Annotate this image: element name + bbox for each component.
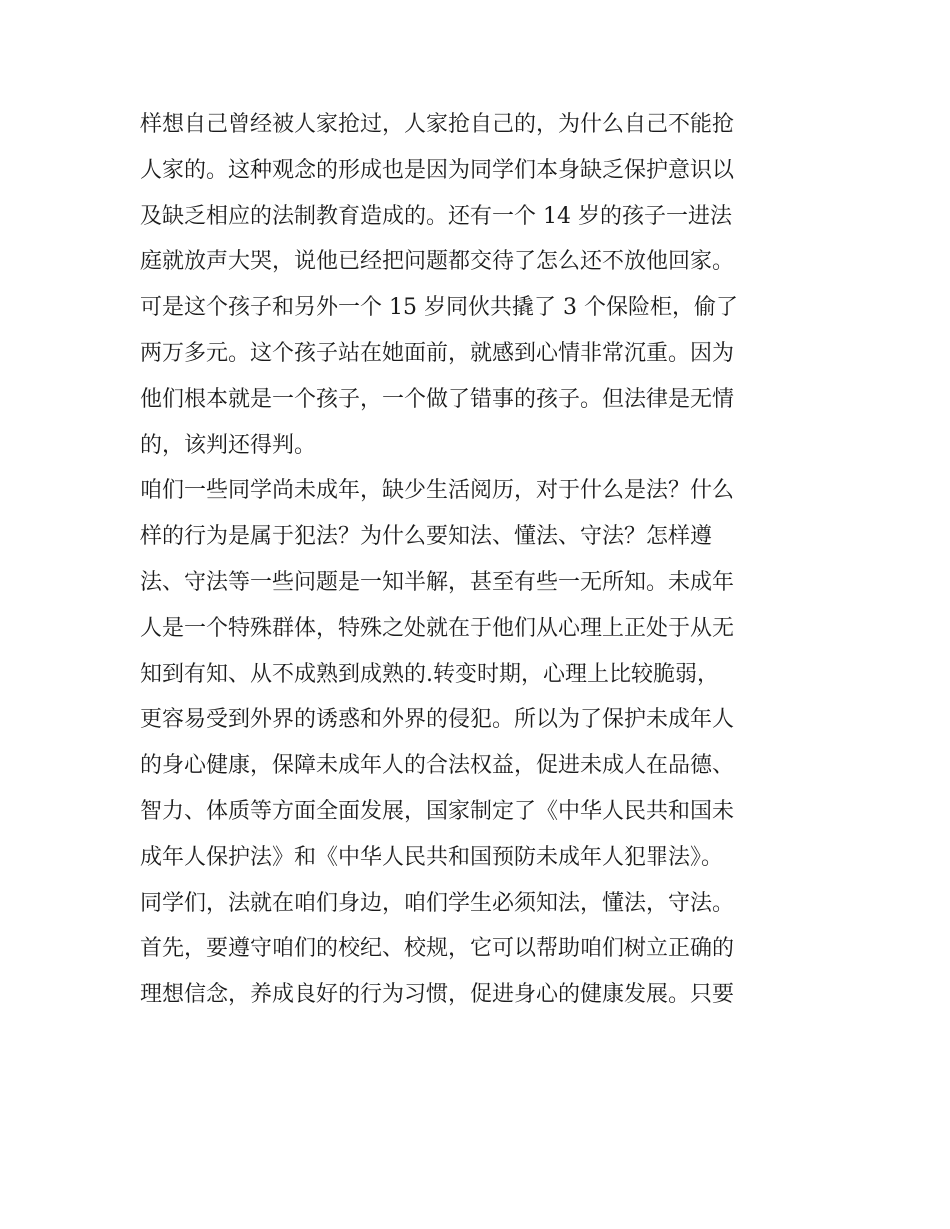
text-line: 庭就放声大哭，说他已经把问题都交待了怎么还不放他回家。 — [140, 249, 735, 275]
text-line: 同学们，法就在咱们身边，咱们学生必须知法，懂法，守法。 — [140, 890, 735, 916]
text-line: 咱们一些同学尚未成年，缺少生活阅历，对于什么是法？什么 — [140, 478, 735, 504]
text-line: 理想信念，养成良好的行为习惯，促进身心的健康发展。只要 — [140, 982, 735, 1008]
text-line: 成年人保护法》和《中华人民共和国预防未成年人犯罪法》。 — [140, 844, 724, 870]
text-line: 样的行为是属于犯法？为什么要知法、懂法、守法？怎样遵 — [140, 524, 713, 550]
text-line: 法、守法等一些问题是一知半解，甚至有些一无所知。未成年 — [140, 569, 735, 595]
text-line: 及缺乏相应的法制教育造成的。还有一个 14 岁的孩子一进法 — [140, 203, 732, 229]
text-line: 的，该判还得判。 — [140, 432, 317, 458]
text-line: 智力、体质等方面全面发展，国家制定了《中华人民共和国未 — [140, 798, 735, 824]
text-line: 样想自己曾经被人家抢过，人家抢自己的，为什么自己不能抢 — [140, 112, 735, 137]
text-line: 可是这个孩子和另外一个 15 岁同伙共撬了 3 个保险柜，偷了 — [140, 295, 738, 321]
text-line: 的身心健康，保障未成年人的合法权益，促进未成人在品德、 — [140, 753, 735, 779]
body-text — [140, 102, 820, 1018]
text-line: 人家的。这种观念的形成也是因为同学们本身缺乏保护意识以 — [140, 157, 735, 183]
text-line: 他们根本就是一个孩子，一个做了错事的孩子。但法律是无情 — [140, 386, 735, 412]
text-line: 两万多元。这个孩子站在她面前，就感到心情非常沉重。因为 — [140, 340, 735, 366]
text-line: 首先，要遵守咱们的校纪、校规，它可以帮助咱们树立正确的 — [140, 936, 735, 962]
text-line: 更容易受到外界的诱惑和外界的侵犯。所以为了保护未成年人 — [140, 707, 735, 733]
text-line: 知到有知、从不成熟到成熟的.转变时期，心理上比较脆弱， — [140, 661, 719, 687]
text-line: 人是一个特殊群体，特殊之处就在于他们从心理上正处于从无 — [140, 615, 735, 641]
